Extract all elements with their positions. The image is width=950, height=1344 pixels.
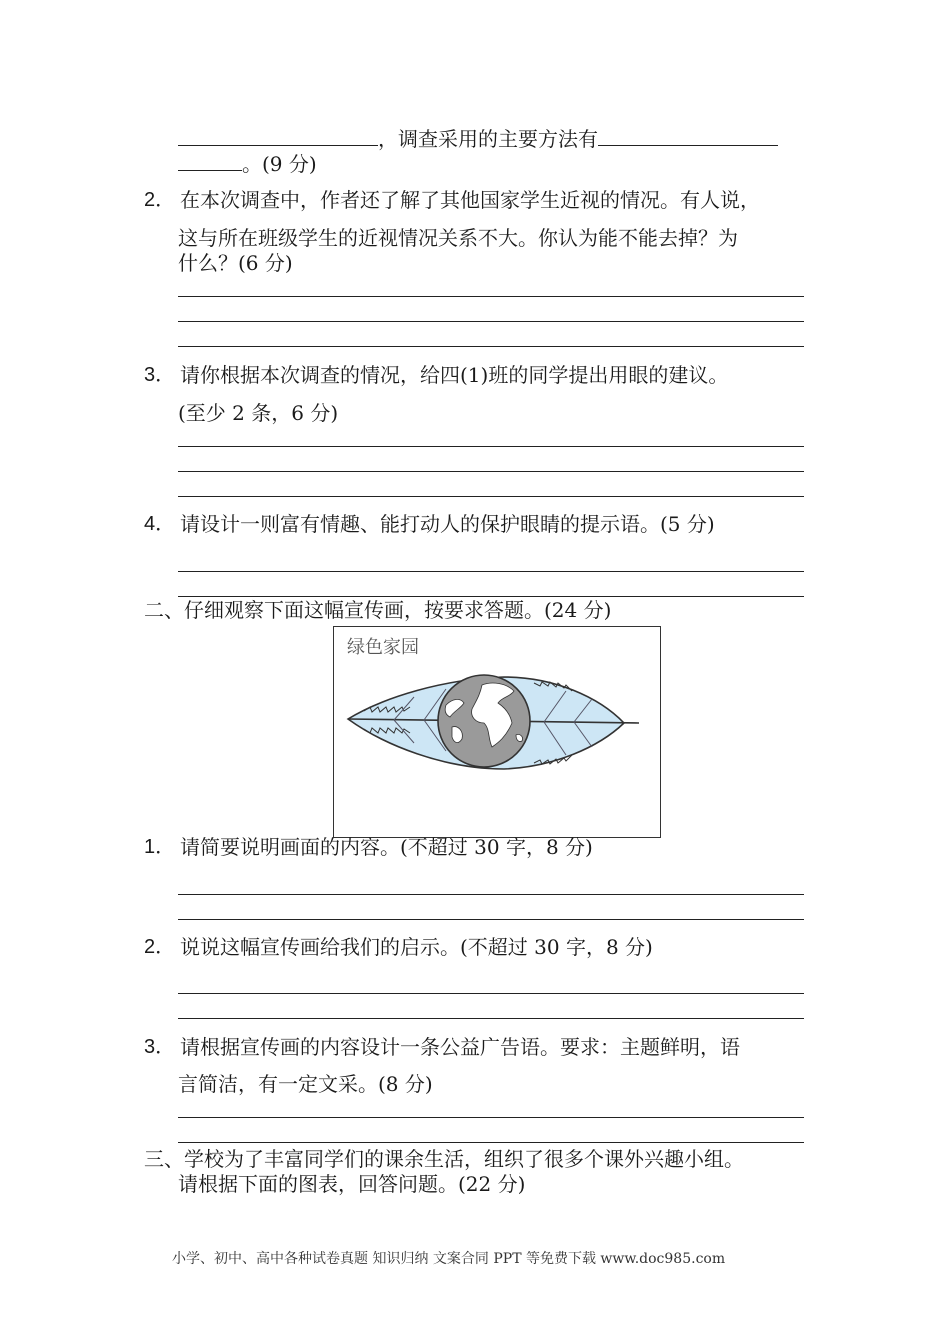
answer-line[interactable] [178,596,804,597]
poster-image [333,626,661,838]
section2-heading-text: 二、仔细观察下面这幅宣传画，按要求答题。 [144,598,544,622]
s2-q1-number: 1． [144,836,176,858]
s2-q2-number: 2． [144,936,176,958]
answer-line[interactable] [178,1018,804,1019]
q2-text-line1: 在本次调查中，作者还了解了其他国家学生近视的情况。有人说， [180,188,760,212]
q3-number: 3． [144,364,176,386]
q3-text-line2: (至少 2 条，6 分) [178,401,339,425]
q1-score: 。(9 分) [242,152,317,176]
section3-score: (22 分) [458,1172,526,1196]
answer-line[interactable] [178,993,804,994]
q1-continuation-line2 [178,150,317,176]
answer-line[interactable] [178,571,804,572]
section3-heading-line1: 三、学校为了丰富同学们的课余生活，组织了很多个课外兴趣小组。 [144,1147,744,1171]
answer-line[interactable] [178,321,804,322]
q1-continuation-line1 [178,125,778,151]
answer-line[interactable] [178,346,804,347]
s2-q3-text-line1: 请根据宣传画的内容设计一条公益广告语。要求：主题鲜明，语 [180,1035,740,1059]
q4-text-line1: 请设计一则富有情趣、能打动人的保护眼睛的提示语。(5 分) [180,512,715,536]
answer-line[interactable] [178,1117,804,1118]
s2-q3-number: 3． [144,1036,176,1058]
answer-line[interactable] [178,919,804,920]
answer-line[interactable] [178,1142,804,1143]
q1-text-methods: ，调查采用的主要方法有 [378,127,598,151]
section3-heading-text: 请根据下面的图表，回答问题。 [178,1172,458,1196]
q3-text-line1: 请你根据本次调查的情况，给四(1)班的同学提出用眼的建议。 [180,363,729,387]
answer-line[interactable] [178,446,804,447]
section2-heading [144,598,611,622]
s2-q1-text: 请简要说明画面的内容。(不超过 30 字，8 分) [180,835,593,859]
q2-text-line2: 这与所在班级学生的近视情况关系不大。你认为能不能去掉？为 [178,226,738,250]
section2-score: (24 分) [544,598,612,622]
section3-heading-line2 [178,1172,525,1196]
answer-blank[interactable] [178,125,378,146]
s2-q2-text: 说说这幅宣传画给我们的启示。(不超过 30 字，8 分) [180,935,653,959]
answer-line[interactable] [178,894,804,895]
q2-number: 2． [144,189,176,211]
poster-title: 绿色家园 [347,637,419,658]
answer-line[interactable] [178,471,804,472]
leaf-earth-illustration [334,627,660,837]
answer-line[interactable] [178,496,804,497]
answer-blank[interactable] [178,150,242,171]
s2-q3-text-line2: 言简洁，有一定文采。(8 分) [178,1072,433,1096]
q2-text-line3: 什么？(6 分) [178,251,293,275]
answer-blank[interactable] [598,125,778,146]
q4-number: 4． [144,513,176,535]
page-footer: 小学、初中、高中各种试卷真题 知识归纳 文案合同 PPT 等免费下载 www.doc985.com [172,1251,726,1267]
answer-line[interactable] [178,296,804,297]
